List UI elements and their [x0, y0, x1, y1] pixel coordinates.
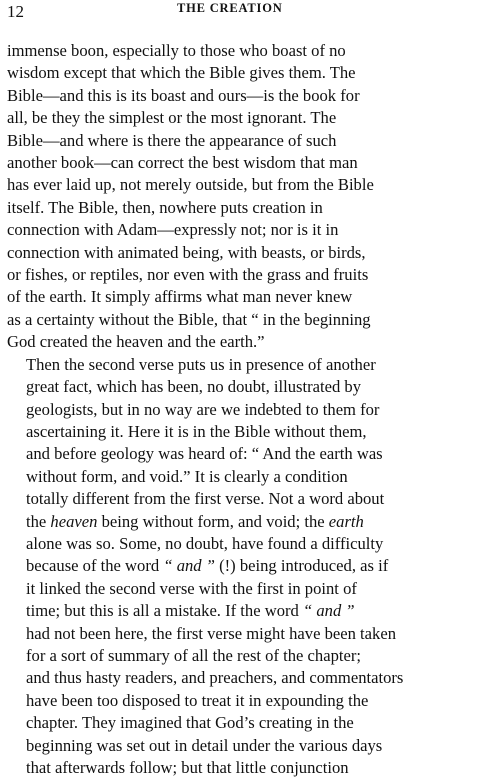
- italic-and: “ and ”: [302, 601, 355, 621]
- running-title: THE CREATION: [177, 1, 283, 15]
- text-line: without form, and void.” It is clearly a condition: [26, 466, 348, 486]
- italic-heaven: heaven: [50, 511, 98, 531]
- text-line: and thus hasty readers, and preachers, and commentators: [26, 668, 404, 688]
- text-line: itself. The Bible, then, nowhere puts creation in: [7, 197, 323, 217]
- text-line: has ever laid up, not merely outside, but from the Bible: [7, 175, 374, 195]
- text-line: totally different from the first verse. Not a word about: [26, 489, 385, 509]
- text-line: for a sort of summary of all the rest of the chapter;: [26, 645, 361, 665]
- text-line: that afterwards follow; but that little conjunction: [26, 758, 349, 777]
- text-line: wisdom except that which the Bible gives them. The: [7, 63, 356, 83]
- text-line: ascertaining it. Here it is in the Bible without them,: [26, 421, 367, 441]
- text-line: another book—can correct the best wisdom that man: [7, 153, 358, 173]
- text-line: had not been here, the first verse might have been taken: [26, 623, 396, 643]
- text-line: the heaven being without form, and void; the earth: [26, 511, 364, 531]
- text-line: because of the word “ and ” (!) being introduced, as if: [26, 556, 389, 576]
- text-line: or fishes, or reptiles, nor even with the grass and fruits: [7, 265, 369, 285]
- text-line: chapter. They imagined that God’s creating in the: [26, 713, 354, 733]
- paragraph-2: [7, 354, 468, 779]
- text-line: as a certainty without the Bible, that “ in the beginning: [7, 309, 371, 329]
- text-line: and before geology was heard of: “ And the earth was: [26, 444, 383, 464]
- italic-earth: earth: [328, 511, 364, 531]
- italic-and: “ and ”: [163, 556, 215, 576]
- text-line: alone was so. Some, no doubt, have found a difficulty: [26, 533, 384, 553]
- page-number: 12: [7, 2, 24, 21]
- text-line: great fact, which has been, no doubt, illustrated by: [26, 377, 362, 397]
- text-line: Bible—and where is there the appearance of such: [7, 130, 337, 150]
- text-line: God created the heaven and the earth.”: [7, 332, 265, 352]
- text-line: Bible—and this is its boast and ours—is the book for: [7, 85, 360, 105]
- text-line: connection with Adam—expressly not; nor is it in: [7, 220, 339, 240]
- text-line: time; but this is all a mistake. If the word “ and ”: [26, 601, 355, 621]
- text-line: beginning was set out in detail under the various days: [26, 735, 383, 755]
- text-line: geologists, but in no way are we indebted to them for: [26, 399, 380, 419]
- text-line: of the earth. It simply affirms what man never knew: [7, 287, 353, 307]
- text-line: Then the second verse puts us in presence of another: [26, 354, 376, 374]
- paragraph-1: [7, 40, 468, 354]
- text-line: all, be they the simplest or the most ignorant. The: [7, 108, 337, 128]
- text-line: have been too disposed to treat it in expounding the: [26, 690, 369, 710]
- page-header: [7, 0, 468, 40]
- text-line: immense boon, especially to those who boast of no: [7, 41, 346, 60]
- text-line: connection with animated being, with beasts, or birds,: [7, 242, 366, 262]
- text-line: it linked the second verse with the first in point of: [26, 578, 357, 598]
